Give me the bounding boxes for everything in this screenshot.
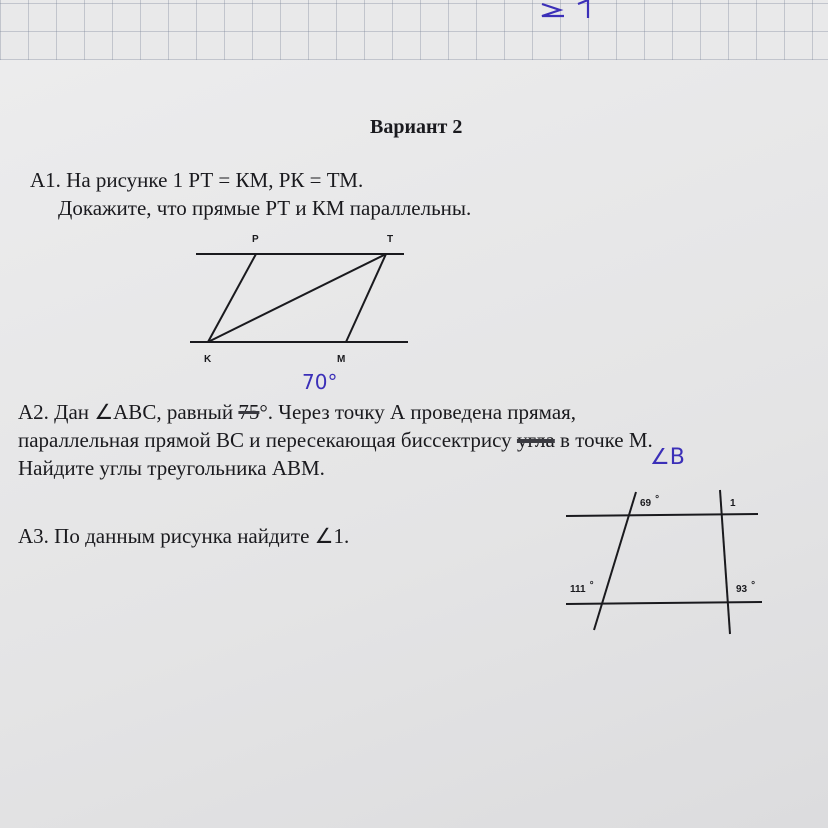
handwritten-angle-b: ∠B: [650, 445, 685, 470]
handwritten-top-note: [530, 0, 620, 22]
label-p: P: [252, 234, 259, 245]
a1-line2: Докажите, что прямые РТ и КМ параллельны.: [58, 196, 472, 220]
bottom-transversal: [566, 602, 762, 604]
angle-111-label: 111 °: [570, 580, 594, 595]
a2-line2: [18, 428, 653, 453]
angle-1-label: 1: [730, 498, 736, 509]
a2-line1-prefix: А2. Дан: [18, 400, 95, 424]
angle-symbol: ∠: [94, 400, 114, 424]
a2-line3: Найдите углы треугольника АВМ.: [18, 456, 325, 480]
a1-line1: А1. На рисунке 1 РТ = КМ, РК = ТМ.: [30, 168, 364, 192]
segment-tm: [346, 254, 386, 342]
diagonal-tk: [208, 254, 386, 342]
a3-line: [18, 524, 349, 549]
right-line: [720, 490, 730, 634]
struck-word: угла: [516, 428, 555, 452]
a3-suffix: 1.: [333, 524, 350, 548]
angle-symbol-a3: ∠: [314, 524, 334, 548]
left-slanted-line: [594, 492, 636, 630]
top-scribble-svg: [530, 0, 620, 22]
label-k: K: [204, 354, 212, 365]
label-m: M: [337, 354, 346, 365]
segment-pk: [208, 254, 256, 342]
a2-line1: [18, 400, 576, 425]
handwritten-70-degrees: 70°: [302, 370, 338, 394]
a2-line1-mid: АВС, равный: [113, 400, 239, 424]
angle-93-label: 93 °: [736, 580, 756, 595]
figure-1-parallelogram: [180, 230, 420, 370]
angle-69-label: 69 °: [640, 494, 660, 509]
page-title: Вариант 2: [370, 116, 463, 138]
a2-line2-prefix: параллельная прямой ВС и пересекающая биссектрису: [18, 428, 517, 452]
a2-line1-suffix: °. Через точку А проведена прямая,: [259, 400, 577, 424]
top-transversal: [566, 514, 758, 516]
grid-paper-top: [0, 0, 828, 61]
struck-75: 75: [238, 400, 260, 424]
a3-prefix: А3. По данным рисунка найдите: [18, 524, 315, 548]
label-t: T: [387, 234, 394, 245]
a2-line2-suffix: в точке М.: [554, 428, 653, 452]
figure-a3-lines: [560, 488, 770, 638]
